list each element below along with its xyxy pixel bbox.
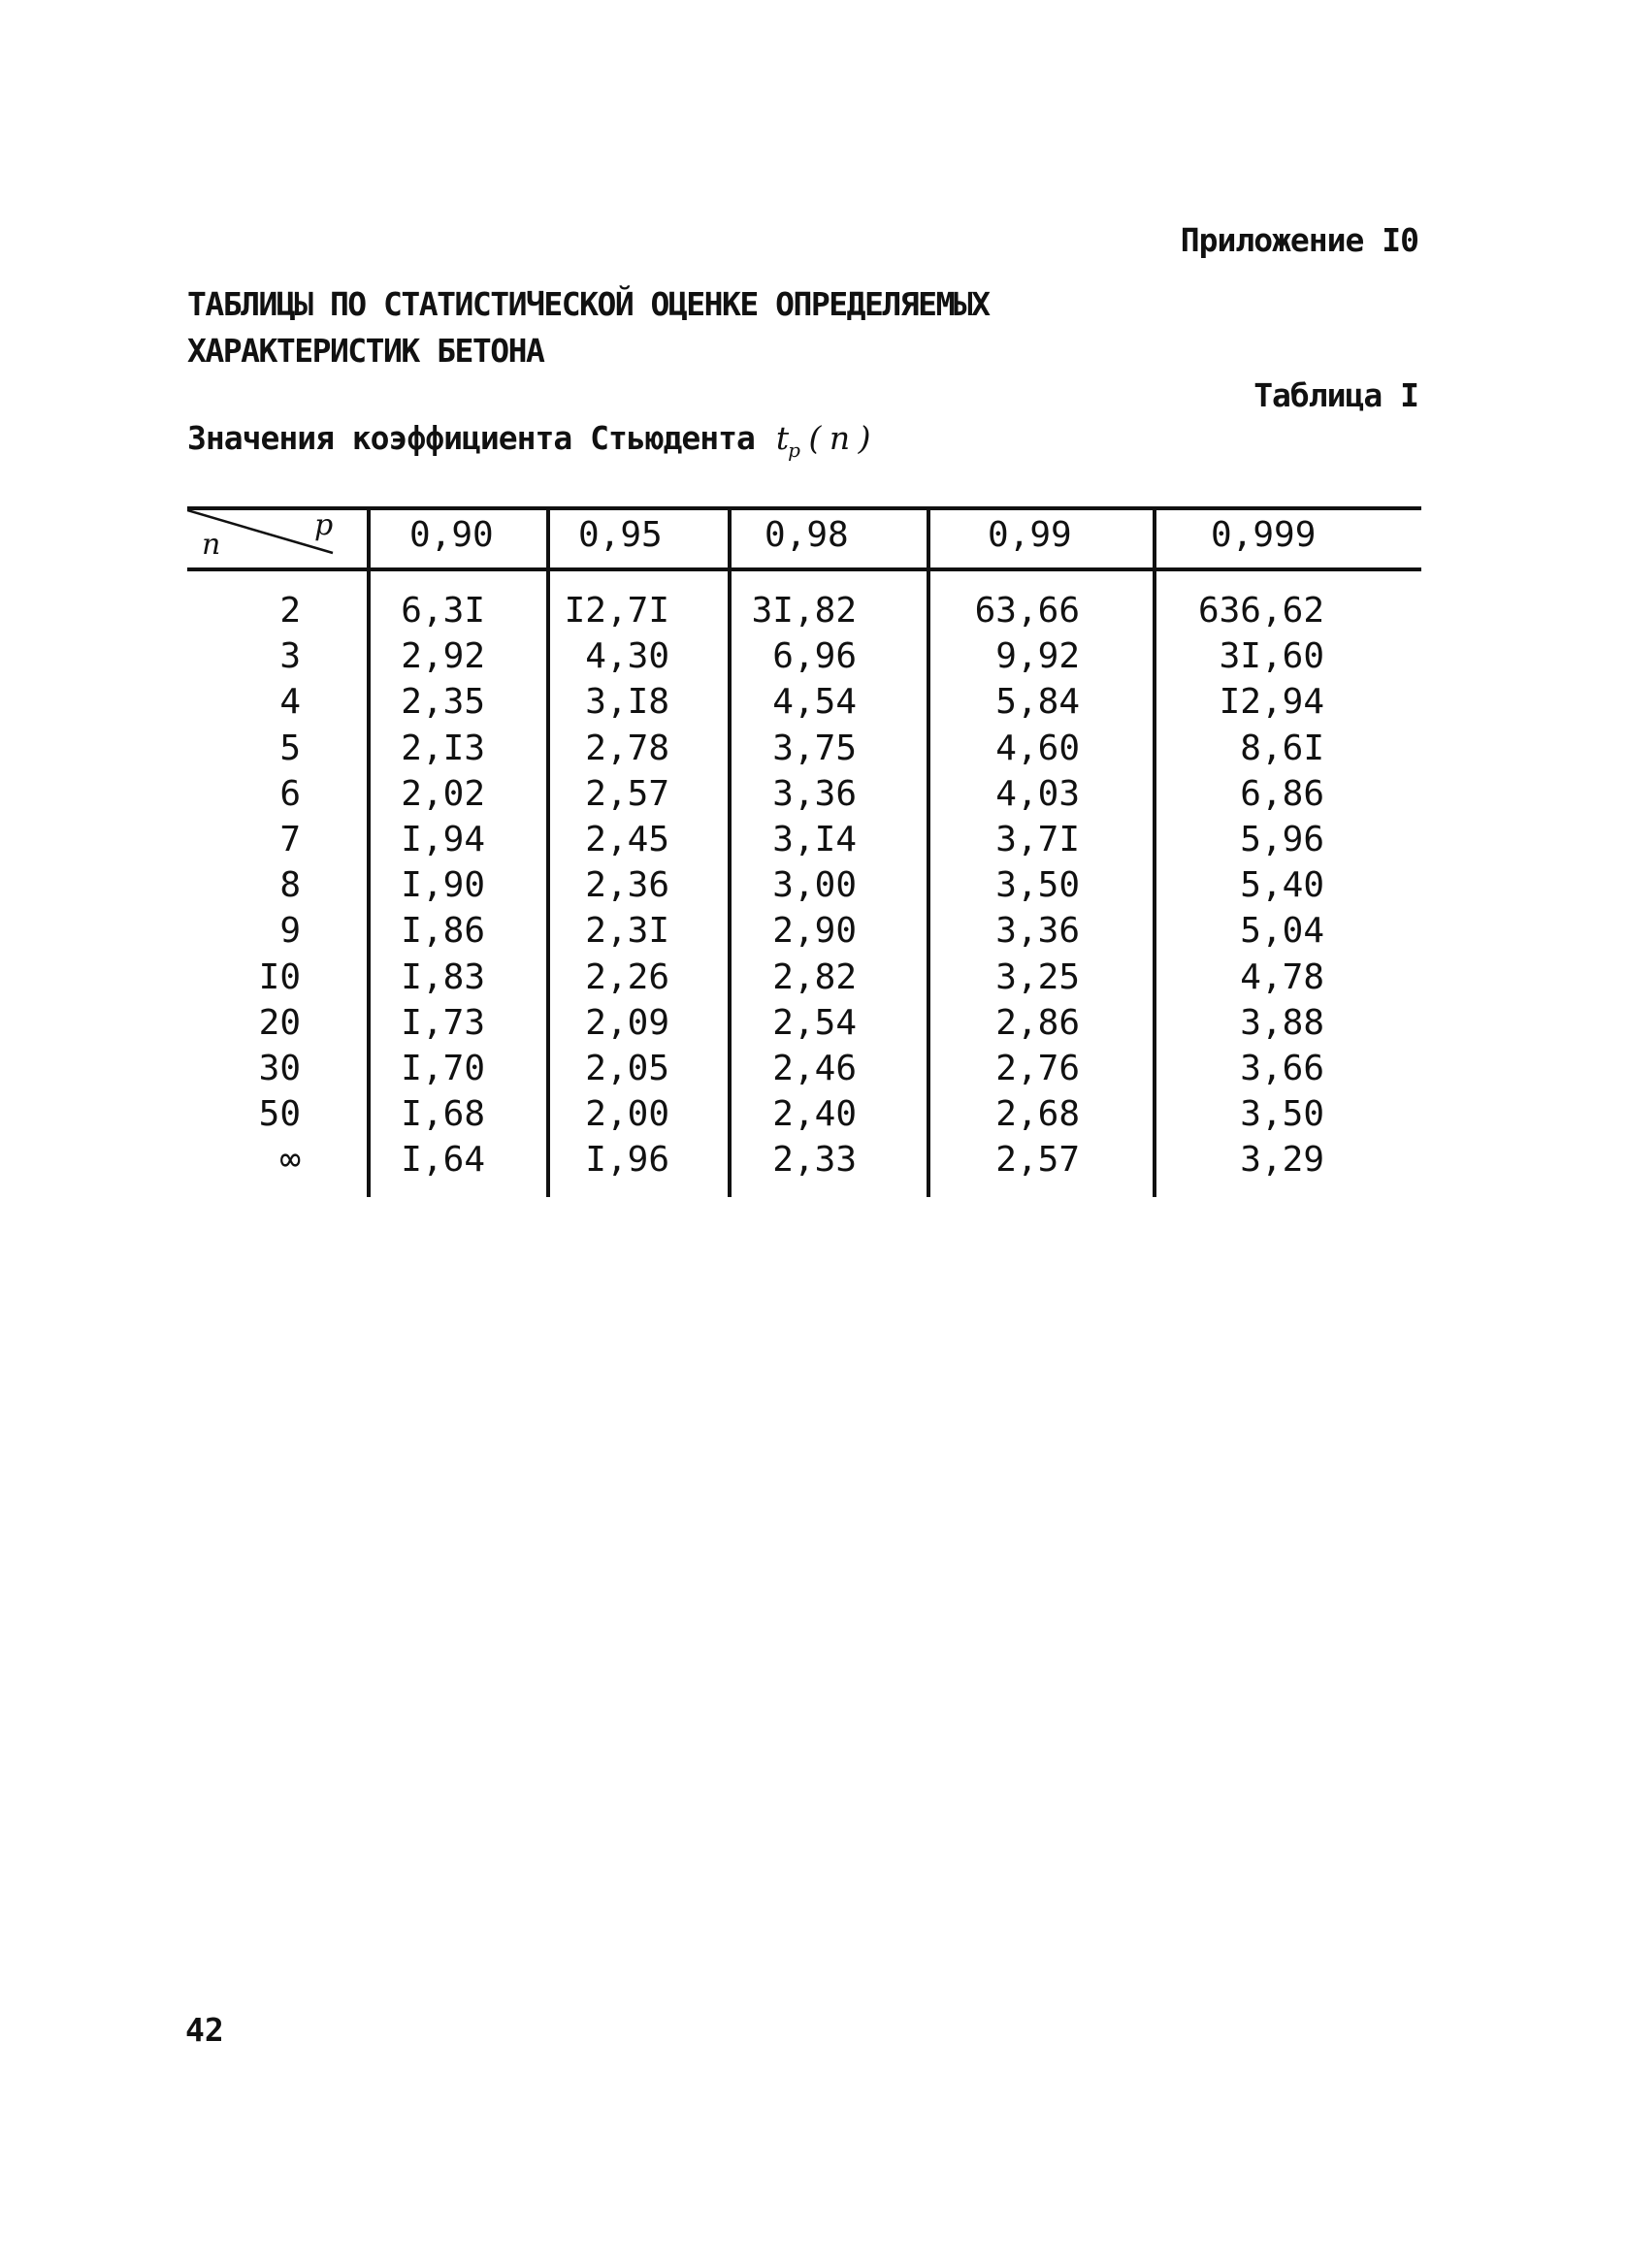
table-cell: I,70 [401,1049,485,1088]
table-cell: 3,36 [772,773,857,814]
row-n-value: 9 [279,911,301,952]
appendix-label: Приложение I0 [1180,221,1418,259]
table-cell: I,83 [401,956,485,997]
table-cell: 3,I4 [772,820,857,859]
table-cell: 4,78 [1240,956,1324,997]
row-n-value: 3 [279,636,301,677]
table-cell: 2,05 [585,1049,669,1088]
row-n-value: 7 [279,820,301,859]
table-cell: I,90 [401,865,485,906]
row-n-value: 50 [258,1094,301,1135]
table-cell: 5,96 [1240,820,1324,859]
table-cell: 3,25 [995,956,1080,997]
table-cell: 2,35 [401,682,485,723]
table-cell: 2,26 [585,956,669,997]
table-cell: 5,40 [1240,865,1324,906]
table-cell: 2,57 [585,773,669,814]
caption-text: Значения коэффициента Стьюдента [187,419,755,457]
table-cell: 3,I8 [585,682,669,723]
table-cell: 4,03 [995,773,1080,814]
table-cell: 2,33 [772,1140,857,1181]
table-cell: 2,45 [585,820,669,859]
row-n-value: 20 [258,1002,301,1043]
table-cell: 3,88 [1240,1002,1324,1043]
table-cell: 3,50 [995,865,1080,906]
table-cell: 4,54 [772,682,857,723]
table-cell: 3,36 [995,911,1080,952]
col-header-p: p [314,508,334,542]
table-cell: 2,54 [772,1002,857,1043]
page-number: 42 [185,2011,224,2049]
row-header-n: n [202,528,221,562]
table-cell: I2,7I [564,591,669,631]
table-cell: 5,04 [1240,911,1324,952]
table-cell: 9,92 [995,636,1080,677]
table-cell: 2,90 [772,911,857,952]
row-n-value: 6 [279,773,301,814]
column-header: 0,98 [765,515,849,555]
table-number-label: Таблица I [1253,376,1418,414]
table-cell: 2,46 [772,1049,857,1088]
table-cell: 2,92 [401,636,485,677]
table-cell: 2,09 [585,1002,669,1043]
table-cell: 3,66 [1240,1049,1324,1088]
table-cell: 63,66 [974,591,1080,631]
table-cell: I,64 [401,1140,485,1181]
table-cell: I,73 [401,1002,485,1043]
row-n-value: 4 [279,682,301,723]
title-line-1: ТАБЛИЦЫ ПО СТАТИСТИЧЕСКОЙ ОЦЕНКЕ ОПРЕДЕЛЯЕМЫХ [187,285,990,323]
table-cell: I,94 [401,820,485,859]
table-cell: 3,00 [772,865,857,906]
table-cell: 5,84 [995,682,1080,723]
table-cell: 4,30 [585,636,669,677]
table-cell: 2,3I [585,911,669,952]
column-divider [546,506,550,1197]
table-cell: 3,75 [772,728,857,768]
column-header: 0,90 [409,515,494,555]
table-cell: 6,96 [772,636,857,677]
table-cell: 2,36 [585,865,669,906]
table-cell: 2,76 [995,1049,1080,1088]
table-cell: I2,94 [1219,682,1324,723]
table-cell: 2,82 [772,956,857,997]
column-header: 0,99 [988,515,1072,555]
table-cell: I,86 [401,911,485,952]
row-n-value: ∞ [279,1140,301,1181]
row-n-value: I0 [258,956,301,997]
table-cell: 2,86 [995,1002,1080,1043]
column-divider [1153,506,1156,1197]
row-n-value: 5 [279,728,301,768]
title-line-2: ХАРАКТЕРИСТИК БЕТОНА [187,332,544,370]
table-cell: 2,I3 [401,728,485,768]
table-cell: 6,86 [1240,773,1324,814]
row-n-value: 2 [279,591,301,631]
table-cell: 2,68 [995,1094,1080,1135]
table-cell: 2,40 [772,1094,857,1135]
column-divider [728,506,732,1197]
student-symbol: $t_p$ ( n ) [775,419,870,462]
table-cell: I,68 [401,1094,485,1135]
column-header: 0,95 [578,515,663,555]
table-cell: 636,62 [1197,591,1324,631]
table-cell: 3I,60 [1219,636,1324,677]
column-divider [367,506,371,1197]
table-cell: 3,7I [995,820,1080,859]
table-cell: I,96 [585,1140,669,1181]
table-cell: 4,60 [995,728,1080,768]
table-cell: 6,3I [401,591,485,631]
column-header: 0,999 [1211,515,1317,555]
table-cell: 2,02 [401,773,485,814]
column-divider [927,506,930,1197]
table-cell: 2,78 [585,728,669,768]
table-header-rule [187,567,1421,571]
table-cell: 8,6I [1240,728,1324,768]
row-n-value: 30 [258,1049,301,1088]
table-cell: 3,50 [1240,1094,1324,1135]
row-n-value: 8 [279,865,301,906]
table-cell: 3,29 [1240,1140,1324,1181]
table-cell: 2,00 [585,1094,669,1135]
table-cell: 3I,82 [751,591,857,631]
table-cell: 2,57 [995,1140,1080,1181]
table-top-rule [187,506,1421,510]
